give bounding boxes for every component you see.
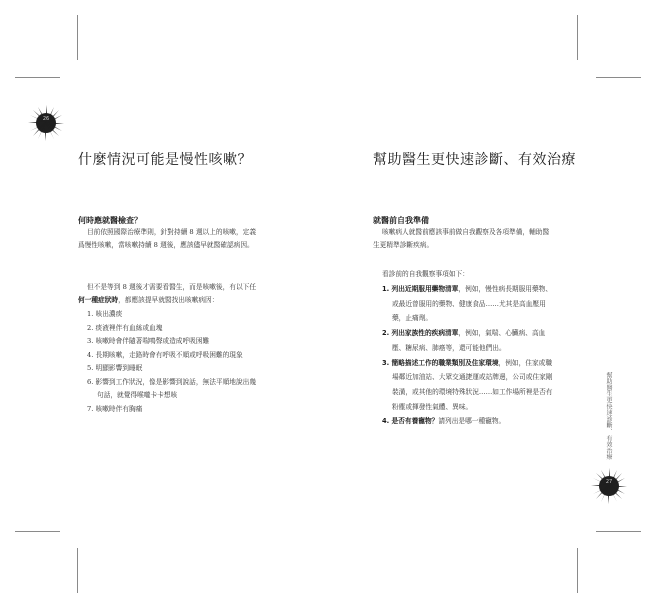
crop-mark [77,15,78,60]
text-line: 藥，止痛劑。 [392,314,433,323]
item-heading: 2. 列出家族性的疾病清單 [382,329,459,338]
palm-leaf-icon [590,467,628,505]
text-line: 咳嗽病人就醫前應該事前做自我觀察及各項準備，輔助醫 [382,228,550,236]
list-item: 3. 咳嗽時會伴隨著喘鳴聲或造成呼吸困難 [87,337,210,345]
page-number-badge [590,467,628,505]
text-line: 但不是等到 8 週後才需要看醫生，而是咳嗽後，有以下任 [87,283,257,291]
palm-leaf-icon [27,104,65,142]
text-span: ，例如，氣喘、心臟病、高血 [458,329,546,338]
paragraph [78,281,257,308]
list-item: 2. 痰液裡伴有血絲或血塊 [87,323,163,332]
crop-mark [596,77,641,78]
section-heading: 就醫前自我準備 [373,216,429,225]
text-line: 或最近曾服用的藥物、健康食品……尤其是高血壓用 [392,299,546,308]
page-number-badge [27,104,65,142]
list-item: 句話，就覺得喉嚨卡卡想咳 [97,391,178,399]
text-line: 壓、糖尿病、肺癌等，還可能他們出。 [392,343,506,352]
crop-mark [15,531,60,532]
crop-mark [577,15,578,60]
list-item: 7. 咳嗽時伴有胸痛 [87,404,143,413]
text-span: ，例如，慢性病長期服用藥物、 [458,285,553,293]
crop-mark [596,531,641,532]
page-number: 27 [605,479,613,485]
text-line [382,282,553,297]
list-item: 6. 影響到工作狀況，像是影響到說話，無法平順地說出幾 [87,377,257,386]
emphasis-text: 何一種症狀時 [78,296,119,305]
paragraph [382,268,469,281]
text-span: ，例如，住家或職 [498,358,553,367]
running-head: 幫助醫生更快速診斷、有效治療 [605,372,612,461]
text-line [382,414,553,429]
text-line: 目前依照國際治療準則，針對持續 8 週以上的咳嗽，定義 [87,228,257,236]
text-line: 粉塵或揮發性氣體、異味。 [392,402,473,411]
list-item: 5. 明顯影響到睡眠 [87,364,143,372]
page-title: 幫助醫生更快速診斷、有效治療 [373,152,576,168]
checklist [382,282,553,429]
section-heading: 何時應就醫檢查？ [78,216,142,225]
item-heading: 3. 簡略描述工作的職業類別及住家環境 [382,358,499,367]
text-line: 場鄰近加油站、大眾交通捷運或站牌邊，公司或住家剛 [392,373,553,382]
list-item: 1. 咳出濃痰 [87,310,123,318]
crop-mark [77,548,78,593]
text-line: 看診前的自我觀察事項如下： [382,270,469,278]
text-line [382,356,553,371]
page-title: 什麼情況可能是慢性咳嗽？ [78,152,252,168]
crop-mark [577,548,578,593]
text-line [78,294,256,307]
paragraph [373,226,550,253]
text-line: 生更精準診斷疾病。 [373,241,434,250]
item-heading: 4. 是否有養寵物？ [382,417,439,426]
item-heading: 1. 列出近期服用藥物清單 [382,285,459,293]
text-span: ，都應該提早就醫找出咳嗽病因： [118,296,219,305]
page-number: 26 [42,116,50,122]
paragraph [78,226,257,253]
symptom-list [87,308,256,416]
crop-mark [15,77,60,78]
text-line: 爲慢性咳嗽，當咳嗽持續 8 週後，應該儘早就醫確認病因。 [78,241,254,250]
text-line: 裝潢，或其他的環境特殊狀況……如工作場所裡是否有 [392,387,553,396]
text-line [382,326,553,341]
text-span: 請列出是哪一種寵物。 [438,417,506,426]
list-item: 4. 長期咳嗽，走路時會有呼吸不順或呼吸困難的現象 [87,350,243,359]
